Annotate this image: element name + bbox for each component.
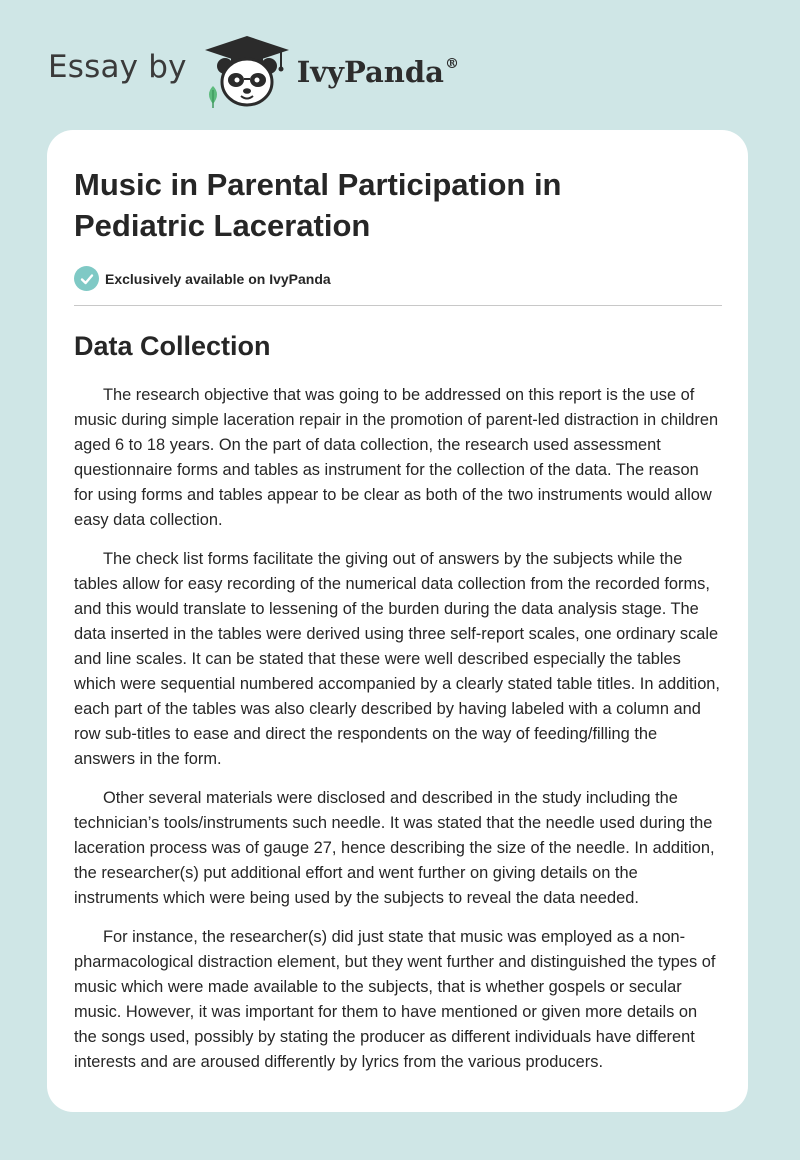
brand-header[interactable] — [48, 34, 459, 110]
paragraph: Other several materials were disclosed and described in the study including the technician’s tools/instruments such needle. It was stated that the needle used during the laceration process was of gauge 27, hence describing the size of the needle. In addition, the researcher(s) put additional effort and went further on giving details on the instruments which were being used by the subjects to reveal the data needed. — [74, 789, 715, 907]
panda-graduate-icon — [203, 34, 291, 110]
article-card — [47, 130, 748, 1112]
exclusive-badge — [74, 266, 722, 291]
article-title: Music in Parental Participation in Pediatric Laceration — [74, 167, 562, 243]
brand-name: IvyPanda® — [296, 55, 459, 89]
paragraph: The research objective that was going to be addressed on this report is the use of music during simple laceration repair in the promotion of parent-led distraction in children aged 6 to 18 years. On the part of data collection, the research used assessment questionnaire forms and tables as instrument for the collection of the data. The reason for using forms and tables appear to be clear as both of the two instruments would allow easy data collection. — [74, 386, 719, 529]
badge-text: Exclusively available on IvyPanda — [105, 270, 331, 287]
paragraph: The check list forms facilitate the giving out of answers by the subjects while the tables allow for easy recording of the numerical data collection from the recorded forms, and this would translate to lessening of the burden during the data analysis stage. The data inserted in the tables were derived using three self-report scales, one ordinary scale and line scales. It can be stated that these were well described especially the tables which were sequential numbered accompanied by a clearly stated table titles. In addition, each part of the tables was also clearly described by having labeled with a column and row sub-titles to ease and direct the respondents on the way of feeding/filling the answers in the form. — [74, 550, 720, 768]
divider — [74, 305, 722, 306]
article-body — [74, 383, 722, 1075]
paragraph: For instance, the researcher(s) did just state that music was employed as a non-pharmacological distraction element, but they went further and distinguished the types of music which were made available to the subjects, that is whether gospels or secular music. However, it was important for them to have mentioned or given more details on the songs used, possibly by stating the producer as different individuals have different interests and are aroused differently by lyrics from the various producers. — [74, 928, 716, 1071]
checkmark-icon — [74, 266, 99, 291]
brand-prefix: Essay by — [48, 49, 187, 85]
section-heading: Data Collection — [74, 331, 271, 361]
